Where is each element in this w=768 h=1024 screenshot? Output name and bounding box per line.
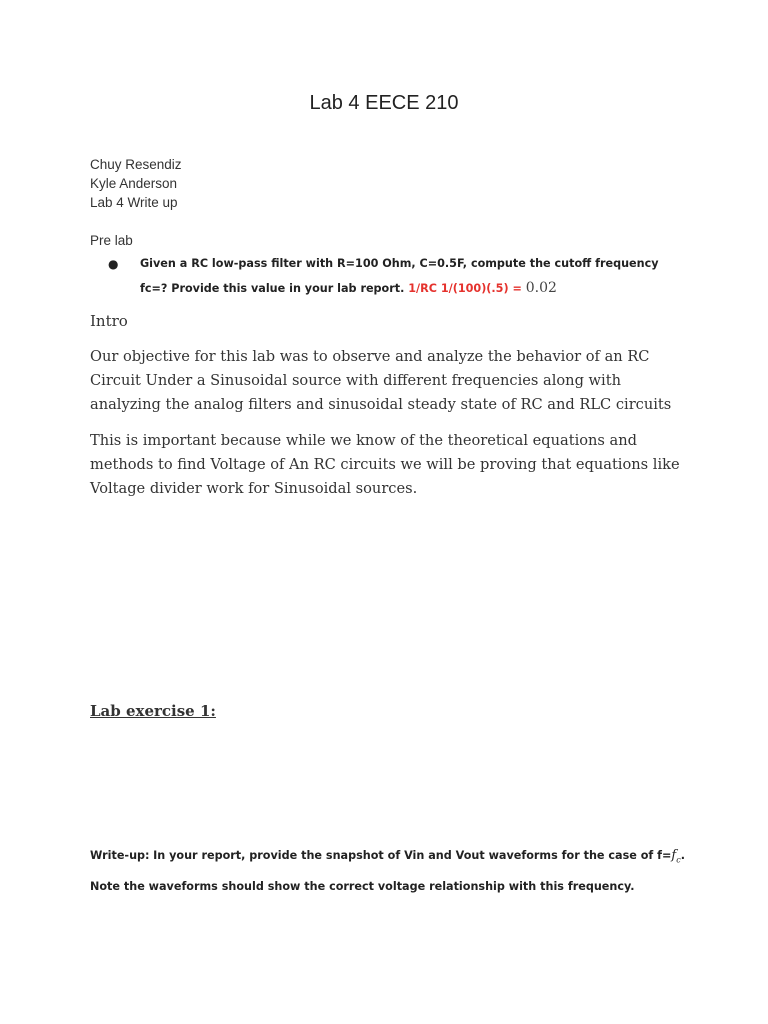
prelab-answer-value: 0.02 [525,280,557,296]
document-title: Lab 4 EECE 210 [309,92,459,114]
writeup-text-end: . Note the waveforms should show the correct voltage relationship with this frequency. [90,849,685,893]
document-subtitle: Lab 4 Write up [90,195,178,210]
prelab-heading: Pre lab [90,233,133,248]
author-name: Kyle Anderson [90,176,178,191]
lab-exercise-heading: Lab exercise 1: [90,702,216,720]
prelab-question: Given a RC low-pass filter with R=100 Ohm, C=0.5F, compute the cutoff frequency fc=? Provide this value in your lab report. [140,257,659,295]
writeup-instructions [90,843,690,900]
intro-heading: Intro [90,312,128,330]
prelab-red-answer: 1/RC 1/(100)(.5) = [408,282,522,295]
intro-paragraph: Our objective for this lab was to observe and analyze the behavior of an RC Circuit Under a Sinusoidal source with different frequencies along with analyzing the analog filters and sinusoidal steady state of RC and RLC circuits [90,348,672,413]
cutoff-frequency-symbol: $f_c$ [671,848,681,865]
writeup-text: In your report, provide the snapshot of Vin and Vout waveforms for the case of f= [153,849,672,862]
author-name: Chuy Resendiz [90,157,182,172]
intro-paragraph: This is important because while we know of the theoretical equations and methods to find Voltage of An RC circuits we will be proving that equations like Voltage divider work for Sinusoidal sources. [90,432,680,497]
bullet-icon: ● [108,257,119,271]
prelab-bullet-item [108,252,682,301]
writeup-label: Write-up: [90,849,150,862]
